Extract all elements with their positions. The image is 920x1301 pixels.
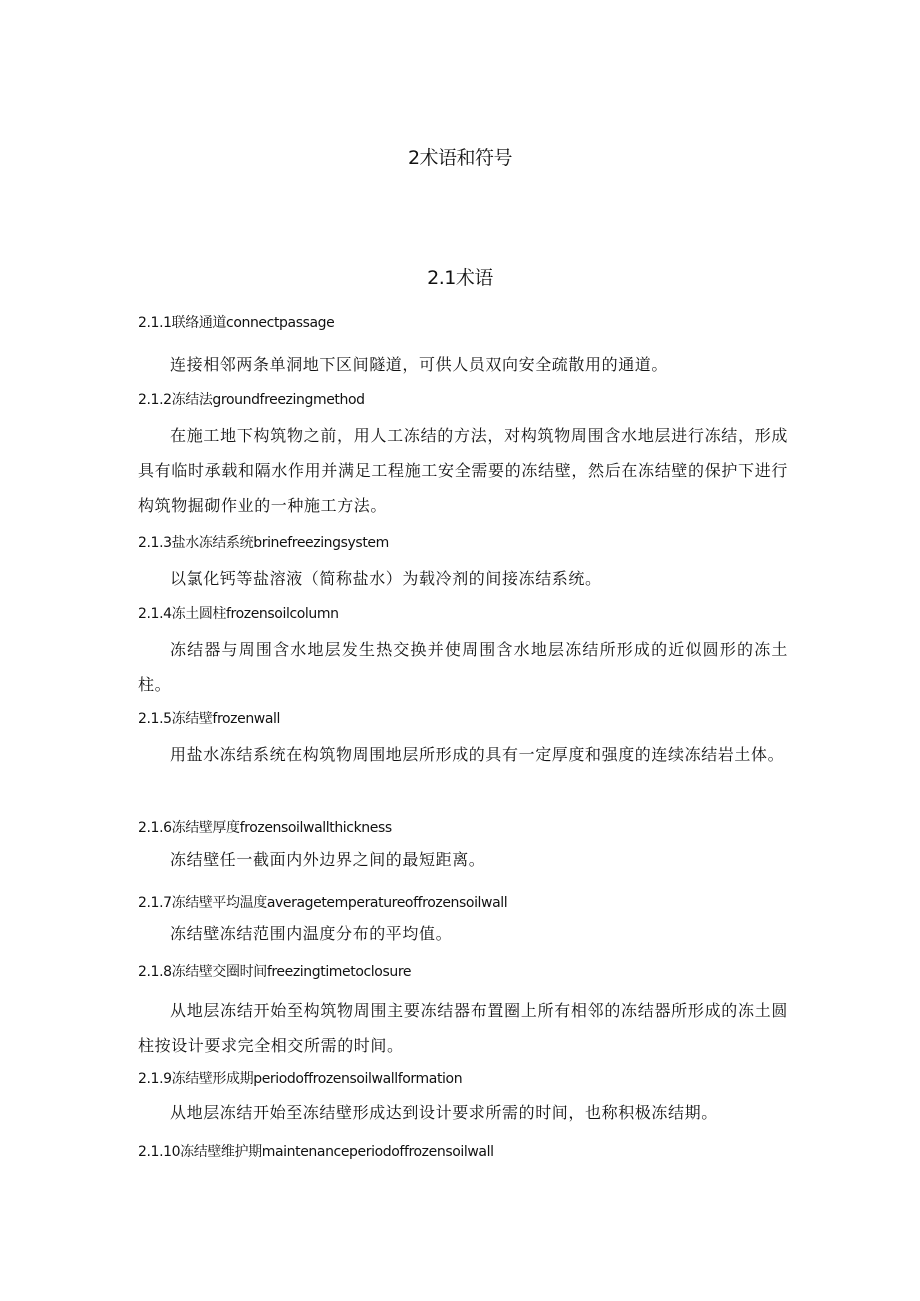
section-title: 2.1术语 — [427, 267, 493, 289]
term-heading: 2.1.5冻结壁frozenwall — [138, 711, 281, 727]
term-definition: 连接相邻两条单洞地下区间隧道，可供人员双向安全疏散用的通道。 — [170, 355, 669, 374]
term-definition: 从地层冻结开始至冻结壁形成达到设计要求所需的时间，也称积极冻结期。 — [170, 1103, 718, 1122]
term-heading: 2.1.9冻结壁形成期periodoffrozensoilwallformation — [138, 1071, 463, 1087]
term-heading: 2.1.4冻土圆柱frozensoilcolumn — [138, 606, 339, 622]
term-definition: 冻结壁任一截面内外边界之间的最短距离。 — [170, 850, 486, 869]
term-definition: 冻结壁冻结范围内温度分布的平均值。 — [170, 924, 453, 943]
term-heading: 2.1.10冻结壁维护期maintenanceperiodoffrozensoilwall — [138, 1144, 494, 1160]
term-heading: 2.1.3盐水冻结系统brinefreezingsystem — [138, 535, 389, 551]
term-definition: 从地层冻结开始至构筑物周围主要冻结器布置圈上所有相邻的冻结器所形成的冻土圆柱按设计要求完全相交所需的时间。 — [138, 1001, 788, 1055]
term-heading: 2.1.6冻结壁厚度frozensoilwallthickness — [138, 820, 392, 836]
term-heading: 2.1.1联络通道connectpassage — [138, 315, 335, 331]
term-definition: 用盐水冻结系统在构筑物周围地层所形成的具有一定厚度和强度的连续冻结岩土体。 — [170, 745, 785, 764]
term-heading: 2.1.2冻结法groundfreezingmethod — [138, 392, 365, 408]
term-heading: 2.1.8冻结壁交圈时间freezingtimetoclosure — [138, 964, 412, 980]
term-definition: 冻结器与周围含水地层发生热交换并使周围含水地层冻结所形成的近似圆形的冻土柱。 — [138, 640, 788, 694]
chapter-title: 2术语和符号 — [407, 147, 513, 169]
term-definition: 以氯化钙等盐溶液（简称盐水）为载冷剂的间接冻结系统。 — [170, 569, 602, 588]
term-heading: 2.1.7冻结壁平均温度averagetemperatureoffrozensoilwall — [138, 895, 508, 911]
term-definition: 在施工地下构筑物之前，用人工冻结的方法，对构筑物周围含水地层进行冻结，形成具有临时承载和隔水作用并满足工程施工安全需要的冻结壁，然后在冻结壁的保护下进行构筑物掘砌作业的一种施工方法。 — [138, 426, 788, 515]
